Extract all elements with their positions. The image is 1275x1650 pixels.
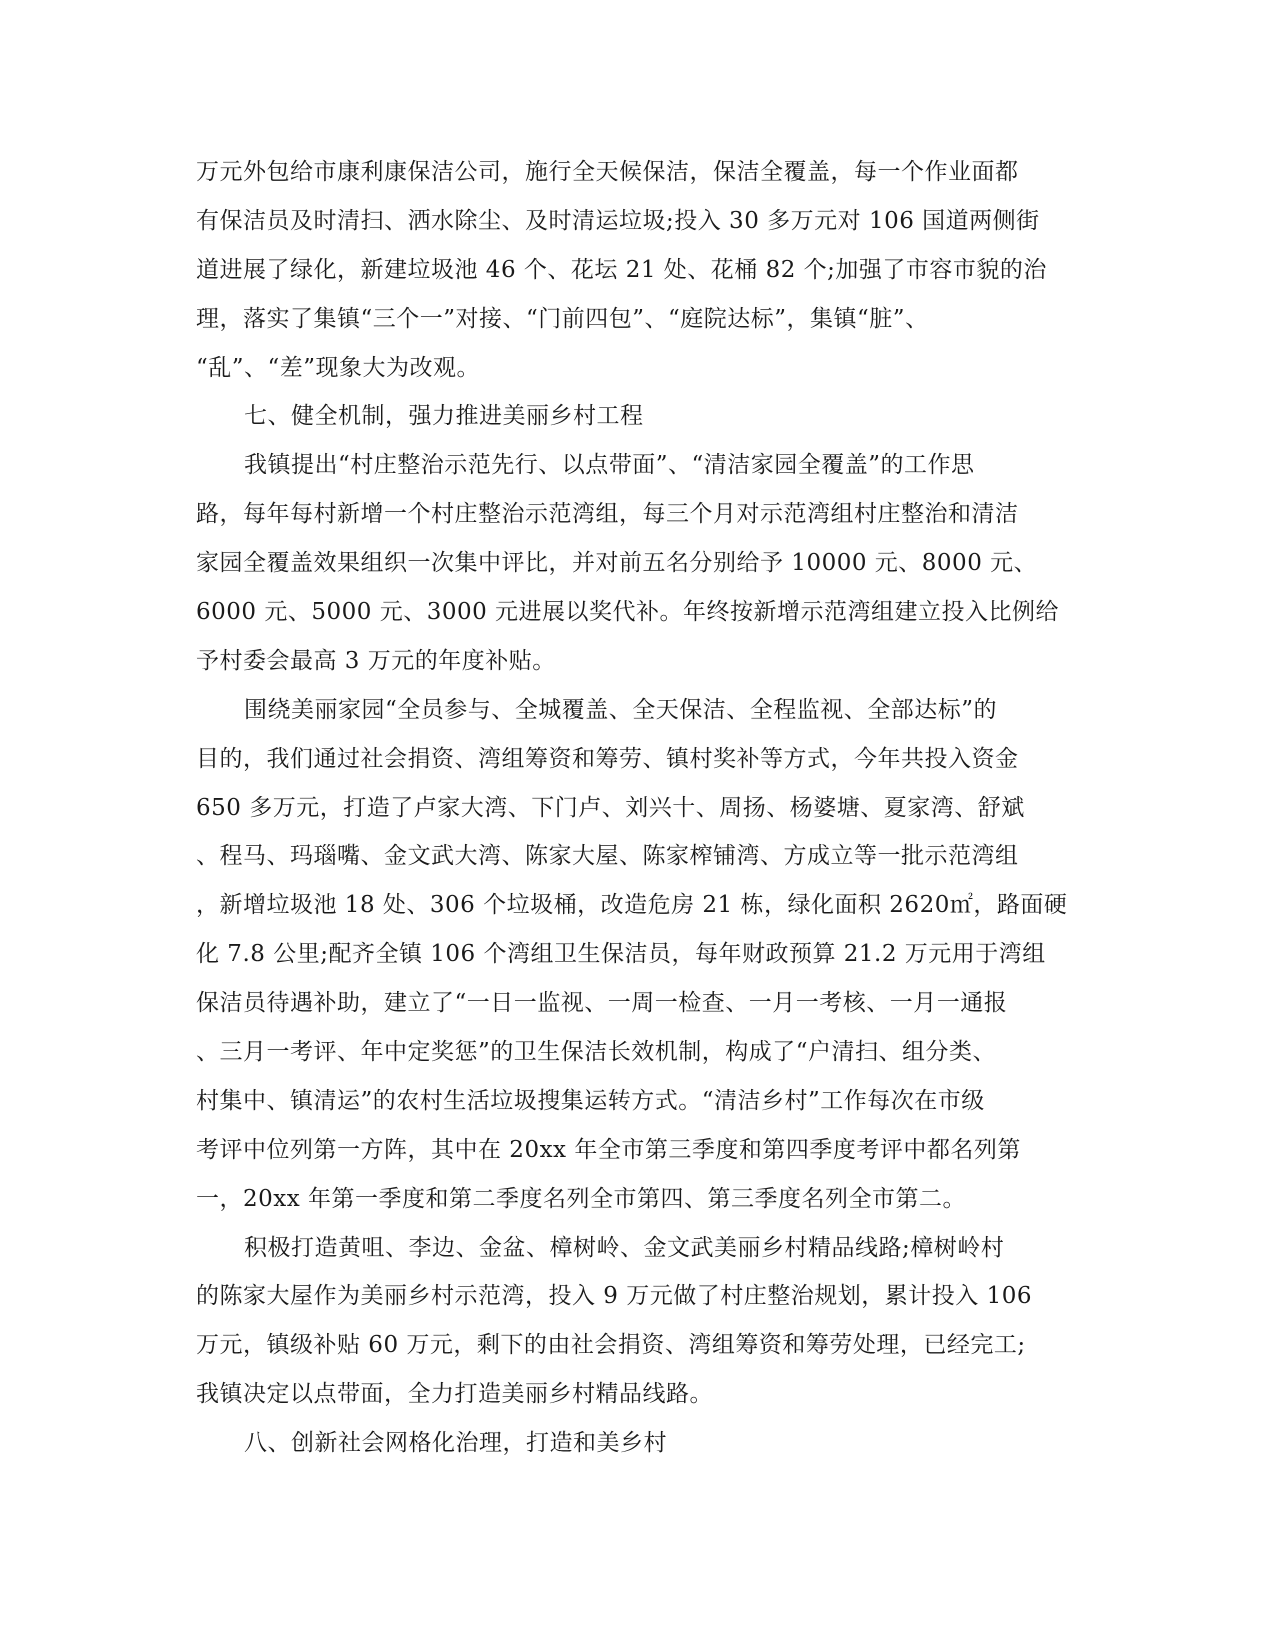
text-line: 我镇决定以点带面，全力打造美丽乡村精品线路。 <box>196 1381 713 1408</box>
text-line: 村集中、镇清运”的农村生活垃圾搜集运转方式。“清洁乡村”工作每次在市级 <box>196 1087 985 1114</box>
text-line: 的陈家大屋作为美丽乡村示范湾，投入 9 万元做了村庄整治规划，累计投入 106 <box>196 1283 1032 1310</box>
text-line: 有保洁员及时清扫、洒水除尘、及时清运垃圾;投入 30 多万元对 106 国道两侧街 <box>196 207 1040 234</box>
text-line: 家园全覆盖效果组织一次集中评比，并对前五名分别给予 10000 元、8000 元、 <box>196 550 1038 577</box>
paragraph-start-line: 八、创新社会网格化治理，打造和美乡村 <box>244 1430 667 1457</box>
document-body <box>196 148 1076 1468</box>
text-line: “乱”、“差”现象大为改观。 <box>196 354 481 381</box>
paragraph-start-line: 七、健全机制，强力推进美丽乡村工程 <box>244 403 644 430</box>
text-line: 路，每年每村新增一个村庄整治示范湾组，每三个月对示范湾组村庄整治和清洁 <box>196 501 1019 528</box>
text-line: 理，落实了集镇“三个一”对接、“门前四包”、“庭院达标”，集镇“脏”、 <box>196 305 929 332</box>
text-line: 道进展了绿化，新建垃圾池 46 个、花坛 21 处、花桶 82 个;加强了市容市貌的治 <box>196 256 1047 283</box>
text-line: 6000 元、5000 元、3000 元进展以奖代补。年终按新增示范湾组建立投入比例给 <box>196 599 1060 626</box>
text-line: ，新增垃圾池 18 处、306 个垃圾桶，改造危房 21 栋，绿化面积 2620㎡，路面硬 <box>196 892 1068 919</box>
text-line: 650 多万元，打造了卢家大湾、下门卢、刘兴十、周扬、杨婆塘、夏家湾、舒斌 <box>196 794 1025 821</box>
text-line: 化 7.8 公里;配齐全镇 106 个湾组卫生保洁员，每年财政预算 21.2 万元用于湾组 <box>196 941 1046 968</box>
text-line: 考评中位列第一方阵，其中在 20xx 年全市第三季度和第四季度考评中都名列第 <box>196 1136 1021 1163</box>
text-line: 一，20xx 年第一季度和第二季度名列全市第四、第三季度名列全市第二。 <box>196 1185 967 1212</box>
text-line: 、程马、玛瑙嘴、金文武大湾、陈家大屋、陈家榨铺湾、方成立等一批示范湾组 <box>196 843 1019 870</box>
text-line: 目的，我们通过社会捐资、湾组筹资和筹劳、镇村奖补等方式，今年共投入资金 <box>196 745 1019 772</box>
text-line: 予村委会最高 3 万元的年度补贴。 <box>196 647 556 674</box>
paragraph-start-line: 围绕美丽家园“全员参与、全城覆盖、全天保洁、全程监视、全部达标”的 <box>244 696 998 723</box>
paragraph-start-line: 积极打造黄咀、李边、金盆、樟树岭、金文武美丽乡村精品线路;樟树岭村 <box>244 1234 1005 1261</box>
text-line: 保洁员待遇补助，建立了“一日一监视、一周一检查、一月一考核、一月一通报 <box>196 990 1008 1017</box>
text-line: 、三月一考评、年中定奖惩”的卫生保洁长效机制，构成了“户清扫、组分类、 <box>196 1039 997 1066</box>
text-line: 万元外包给市康利康保洁公司，施行全天候保洁，保洁全覆盖，每一个作业面都 <box>196 159 1019 185</box>
paragraph-start-line: 我镇提出“村庄整治示范先行、以点带面”、“清洁家园全覆盖”的工作思 <box>244 452 975 479</box>
text-line: 万元，镇级补贴 60 万元，剩下的由社会捐资、湾组筹资和筹劳处理，已经完工; <box>196 1332 1026 1359</box>
